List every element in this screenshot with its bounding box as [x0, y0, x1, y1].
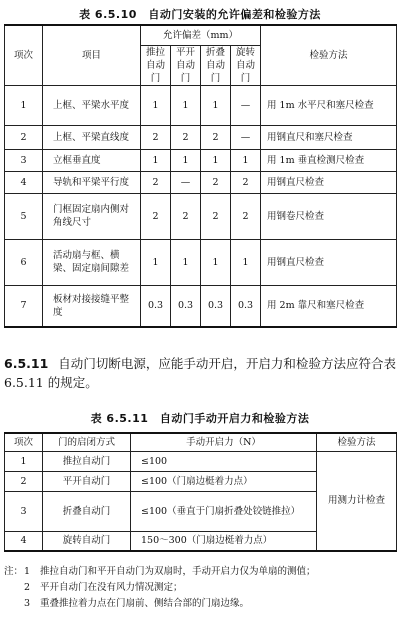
- row-force: ≤100: [131, 451, 317, 471]
- row-item: 活动扇与框、横梁、固定扇间隙差: [43, 239, 141, 285]
- row-method: 用钢直尺检查: [261, 171, 397, 193]
- opening-force-table: [4, 432, 397, 552]
- note-text: 重叠推拉着力点在门扇前、侧结合部的门扇边缘。: [40, 598, 250, 609]
- tolerance-table: [4, 24, 397, 328]
- row-method: 用钢直尺检查: [261, 239, 397, 285]
- note-item: [4, 596, 396, 612]
- note-number: 3: [24, 598, 31, 609]
- table-row: [5, 171, 397, 193]
- cell-value: 2: [231, 171, 261, 193]
- table-row: [5, 85, 397, 125]
- header-tolerance: 允许偏差（mm）: [141, 25, 261, 45]
- cell-value: —: [231, 125, 261, 149]
- table2-caption: 表 6.5.11 自动门手动开启力和检验方法: [90, 412, 310, 425]
- table2-header-row: [5, 433, 397, 451]
- row-no: 4: [5, 171, 43, 193]
- cell-value: 1: [201, 85, 231, 125]
- row-force: 150～300（门扇边梃着力点）: [131, 531, 317, 551]
- table-row: [5, 239, 397, 285]
- table-row: [5, 193, 397, 239]
- row-no: 7: [5, 285, 43, 327]
- cell-value: 0.3: [231, 285, 261, 327]
- header-item: 项目: [43, 25, 141, 85]
- cell-value: —: [171, 171, 201, 193]
- cell-value: 1: [171, 149, 201, 171]
- cell-value: 1: [141, 85, 171, 125]
- row-force: ≤100（垂直于门扇折叠处铰链推拉）: [131, 491, 317, 531]
- table-row: [5, 451, 397, 471]
- cell-value: 1: [141, 149, 171, 171]
- row-no: 2: [5, 471, 43, 491]
- row-no: 5: [5, 193, 43, 239]
- header-method: 检验方法: [317, 433, 397, 451]
- cell-value: 2: [141, 171, 171, 193]
- header-swing: 平开自动门: [171, 45, 201, 85]
- table1-header-row: [5, 25, 397, 45]
- cell-value: 0.3: [141, 285, 171, 327]
- cell-value: 1: [201, 239, 231, 285]
- row-method: 用 1m 垂直检测尺检查: [261, 149, 397, 171]
- row-no: 3: [5, 149, 43, 171]
- cell-value: 1: [141, 239, 171, 285]
- row-item: 上框、平梁直线度: [43, 125, 141, 149]
- row-method: 用钢卷尺检查: [261, 193, 397, 239]
- note-number: 2: [24, 582, 31, 593]
- cell-value: 0.3: [201, 285, 231, 327]
- cell-value: 2: [201, 193, 231, 239]
- header-sliding: 推拉自动门: [141, 45, 171, 85]
- row-item: 板材对接接缝平整度: [43, 285, 141, 327]
- table-row: [5, 125, 397, 149]
- section-number: 6.5.11: [4, 356, 49, 371]
- section-text: 自动门切断电源，应能手动开启，开启力和检验方法应符合表 6.5.11 的规定。: [4, 356, 396, 390]
- row-force: ≤100（门扇边梃着力点）: [131, 471, 317, 491]
- header-type: 门的启闭方式: [43, 433, 131, 451]
- header-no: 项次: [5, 25, 43, 85]
- cell-value: 2: [171, 193, 201, 239]
- row-item: 导轨和平梁平行度: [43, 171, 141, 193]
- table-notes: [4, 564, 396, 612]
- row-no: 3: [5, 491, 43, 531]
- note-item: [4, 564, 396, 580]
- row-no: 1: [5, 451, 43, 471]
- header-folding: 折叠自动门: [201, 45, 231, 85]
- cell-value: 1: [171, 239, 201, 285]
- cell-value: 2: [141, 193, 171, 239]
- row-type: 平开自动门: [43, 471, 131, 491]
- row-item: 门框固定扇内侧对角线尺寸: [43, 193, 141, 239]
- row-item: 立框垂直度: [43, 149, 141, 171]
- cell-value: 2: [141, 125, 171, 149]
- note-text: 平开自动门在没有风力情况测定；: [40, 582, 183, 593]
- section-paragraph: [4, 354, 396, 392]
- header-revolving: 旋转自动门: [231, 45, 261, 85]
- note-item: [4, 580, 396, 596]
- cell-value: 1: [201, 149, 231, 171]
- cell-value: 2: [201, 171, 231, 193]
- row-method: 用 1m 水平尺和塞尺检查: [261, 85, 397, 125]
- cell-value: —: [231, 85, 261, 125]
- row-type: 折叠自动门: [43, 491, 131, 531]
- notes-lead: 注：: [4, 566, 24, 577]
- header-force: 手动开启力（N）: [131, 433, 317, 451]
- note-text: 推拉自动门和平开自动门为双扇时，手动开启力仅为单扇的测值；: [40, 566, 316, 577]
- row-item: 上框、平梁水平度: [43, 85, 141, 125]
- header-method: 检验方法: [261, 25, 397, 85]
- row-method: 用钢直尺和塞尺检查: [261, 125, 397, 149]
- header-no: 项次: [5, 433, 43, 451]
- row-no: 4: [5, 531, 43, 551]
- table1-caption: 表 6.5.10 自动门安装的允许偏差和检验方法: [79, 8, 321, 21]
- cell-value: 2: [171, 125, 201, 149]
- table-row: [5, 285, 397, 327]
- row-no: 2: [5, 125, 43, 149]
- row-type: 推拉自动门: [43, 451, 131, 471]
- cell-value: 0.3: [171, 285, 201, 327]
- cell-value: 2: [231, 193, 261, 239]
- cell-value: 2: [201, 125, 231, 149]
- row-type: 旋转自动门: [43, 531, 131, 551]
- row-no: 1: [5, 85, 43, 125]
- table-row: [5, 149, 397, 171]
- row-method: 用 2m 靠尺和塞尺检查: [261, 285, 397, 327]
- note-number: 1: [24, 566, 31, 577]
- method-cell: 用测力计检查: [317, 451, 397, 551]
- cell-value: 1: [171, 85, 201, 125]
- cell-value: 1: [231, 239, 261, 285]
- row-no: 6: [5, 239, 43, 285]
- cell-value: 1: [231, 149, 261, 171]
